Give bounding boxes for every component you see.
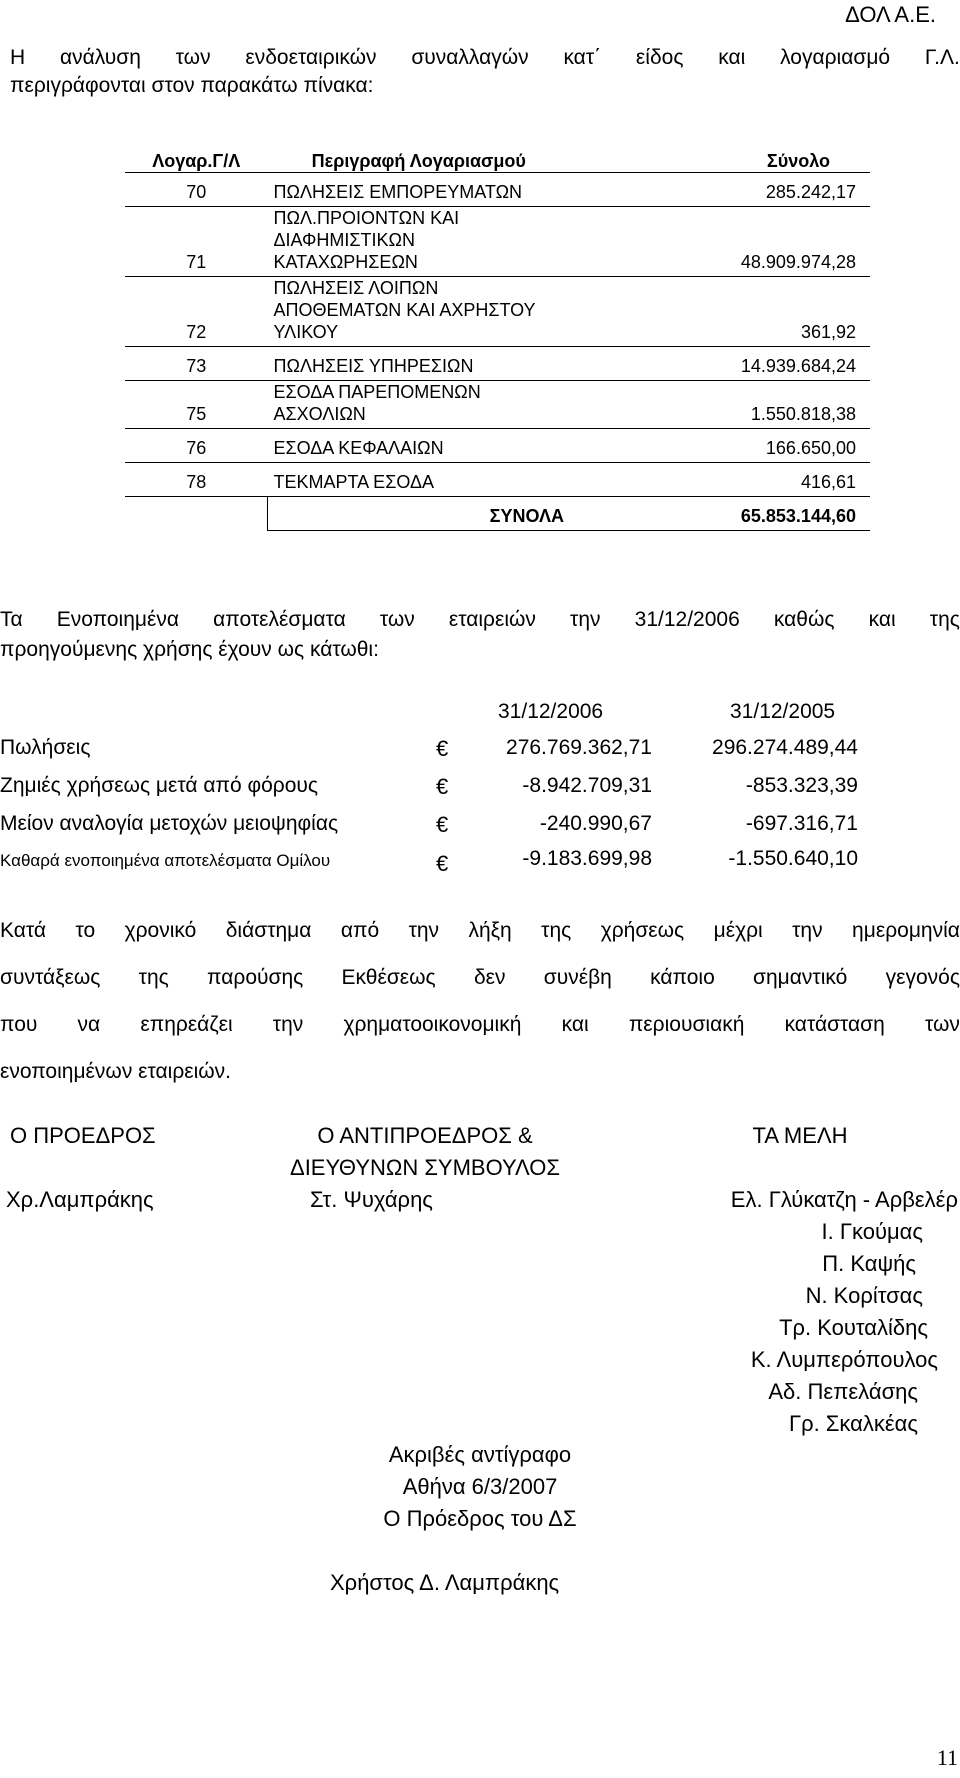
table-row: [125, 207, 870, 277]
table-row: [125, 173, 870, 207]
results-header: [0, 700, 960, 730]
president-name: Χρ.Λαμπράκης: [6, 1187, 154, 1212]
member-name: Ν. Κορίτσας: [805, 1283, 923, 1308]
members-title: ΤΑ ΜΕΛΗ: [752, 1123, 848, 1148]
vice-title-line-1: Ο ΑΝΤΙΠΡΟΕΔΡΟΣ &: [317, 1123, 533, 1148]
intro-word: συναλλαγών: [411, 46, 529, 69]
results-label: Ζημιές χρήσεως μετά από φόρους: [0, 774, 319, 797]
column-header-code: Λογαρ.Γ/Λ: [125, 142, 268, 173]
member-name: Κ. Λυμπερόπουλος: [750, 1347, 938, 1372]
vice-president-title: [230, 1120, 620, 1184]
events-word: την: [408, 919, 440, 942]
totals-label: ΣΥΝΟΛΑ: [268, 497, 571, 531]
results-intro-word: των: [379, 608, 415, 631]
account-total: 48.909.974,28: [570, 207, 870, 277]
results-value-2006: 276.769.362,71: [506, 736, 652, 759]
events-word: που: [0, 1013, 38, 1036]
results-value-2005: -1.550.640,10: [728, 847, 858, 870]
account-description: ΤΕΚΜΑΡΤΑ ΕΣΟΔΑ: [268, 463, 571, 497]
events-word: την: [272, 1013, 304, 1036]
events-word: χρήσεως: [600, 919, 685, 942]
results-label: Μείον αναλογία μετοχών μειοψηφίας: [0, 812, 339, 835]
account-total: 361,92: [570, 277, 870, 347]
events-word: χρονικό: [124, 919, 197, 942]
events-word: επηρεάζει: [140, 1013, 233, 1036]
account-code: 72: [125, 277, 268, 347]
table-header-row: [125, 142, 870, 173]
intro-word: Η: [10, 46, 26, 69]
accounts-table: [125, 142, 870, 531]
page-number: 11: [936, 1745, 958, 1770]
president-title: Ο ΠΡΟΕΔΡΟΣ: [10, 1123, 156, 1148]
results-intro-word: 31/12/2006: [634, 608, 740, 631]
intro-word: λογαριασμό: [780, 46, 891, 69]
table-row: [125, 463, 870, 497]
certification-line-2: Αθήνα 6/3/2007: [402, 1474, 558, 1499]
results-column-2005: 31/12/2005: [730, 700, 836, 723]
events-line-3: [0, 1001, 960, 1048]
intro-word: ανάλυση: [59, 46, 141, 69]
intro-word: των: [175, 46, 211, 69]
intro-word: ενδοεταιρικών: [245, 46, 377, 69]
account-total: 1.550.818,38: [570, 381, 870, 429]
account-description: ΠΩΛ.ΠΡΟΙΟΝΤΩΝ ΚΑΙ ΔΙΑΦΗΜΙΣΤΙΚΩΝ ΚΑΤΑΧΩΡΗΣΕΩΝ: [268, 207, 571, 277]
member-name: Γρ. Σκαλκέας: [788, 1411, 918, 1436]
certification-block: [280, 1439, 680, 1535]
account-total: 285.242,17: [570, 173, 870, 207]
account-description: ΠΩΛΗΣΕΙΣ ΕΜΠΟΡΕΥΜΑΤΩΝ: [268, 173, 571, 207]
intro-paragraph: [10, 44, 960, 100]
account-code: 75: [125, 381, 268, 429]
events-word: κάποιο: [650, 966, 715, 989]
results-intro-word: την: [570, 608, 601, 631]
certification-line-3: Ο Πρόεδρος του ΔΣ: [383, 1506, 577, 1531]
intro-line-2: περιγράφονται στον παρακάτω πίνακα:: [10, 74, 374, 97]
events-word: παρούσης: [207, 966, 304, 989]
events-word: των: [925, 1013, 960, 1036]
account-total: 416,61: [570, 463, 870, 497]
euro-icon: €: [436, 774, 449, 799]
results-value-2006: -240.990,67: [539, 812, 652, 835]
events-word: το: [75, 919, 96, 942]
events-word: σημαντικό: [753, 966, 848, 989]
certification-signer: Χρήστος Δ. Λαμπράκης: [330, 1570, 560, 1595]
events-word: συντάξεως: [0, 966, 101, 989]
events-line-2: [0, 954, 960, 1001]
events-word: λήξη: [468, 919, 512, 942]
intro-line-1: [10, 44, 960, 72]
events-word: περιουσιακή: [628, 1013, 745, 1036]
results-intro-line-1: [0, 605, 960, 635]
events-word: κατάσταση: [784, 1013, 885, 1036]
events-line-1: [0, 907, 960, 954]
events-word: να: [77, 1013, 101, 1036]
results-value-2006: -8.942.709,31: [522, 774, 652, 797]
results-value-2006: -9.183.699,98: [522, 847, 652, 870]
member-name: Ελ. Γλύκατζη - Αρβελέρ: [730, 1187, 958, 1212]
account-code: 70: [125, 173, 268, 207]
euro-icon: €: [436, 736, 449, 761]
results-label: Πωλήσεις: [0, 736, 91, 759]
results-column-2006: 31/12/2006: [498, 700, 604, 723]
totals-blank: [125, 497, 268, 531]
certification-line-1: Ακριβές αντίγραφο: [388, 1442, 572, 1467]
events-word: και: [561, 1013, 589, 1036]
vice-president-name: Στ. Ψυχάρης: [310, 1187, 433, 1212]
results-row: [0, 774, 960, 806]
events-word: χρηματοοικονομική: [343, 1013, 522, 1036]
results-row: [0, 847, 960, 879]
table-row: [125, 347, 870, 381]
events-word: μέχρι: [713, 919, 763, 942]
events-word: Εκθέσεως: [341, 966, 436, 989]
table-row: [125, 381, 870, 429]
account-description: ΕΣΟΔΑ ΠΑΡΕΠΟΜΕΝΩΝ ΑΣΧΟΛΙΩΝ: [268, 381, 571, 429]
member-name: Τρ. Κουταλίδης: [779, 1315, 928, 1340]
results-intro-word: και: [868, 608, 896, 631]
table-row: [125, 277, 870, 347]
events-word: από: [340, 919, 380, 942]
account-total: 166.650,00: [570, 429, 870, 463]
events-word: γεγονός: [885, 966, 960, 989]
account-description: ΠΩΛΗΣΕΙΣ ΛΟΙΠΩΝ ΑΠΟΘΕΜΑΤΩΝ ΚΑΙ ΑΧΡΗΣΤΟΥ ΥΛΙΚΟΥ: [268, 277, 571, 347]
events-word: ημερομηνία: [852, 919, 960, 942]
intro-word: είδος: [635, 46, 684, 69]
subsequent-events-paragraph: [0, 907, 960, 1095]
vice-title-line-2: ΔΙΕΥΘΥΝΩΝ ΣΥΜΒΟΥΛΟΣ: [290, 1155, 560, 1180]
company-header: ΔΟΛ Α.Ε.: [845, 2, 936, 27]
events-word: την: [792, 919, 823, 942]
events-word: δεν: [473, 966, 506, 989]
results-row: [0, 736, 960, 768]
account-code: 71: [125, 207, 268, 277]
results-label: Καθαρά ενοποιημένα αποτελέσματα Ομίλου: [0, 851, 331, 870]
results-intro-line-2: προηγούμενης χρήσης έχουν ως κάτωθι:: [0, 638, 379, 661]
intro-word: κατ΄: [563, 46, 602, 69]
account-code: 78: [125, 463, 268, 497]
account-description: ΕΣΟΔΑ ΚΕΦΑΛΑΙΩΝ: [268, 429, 571, 463]
account-code: 73: [125, 347, 268, 381]
events-line-4: ενοποιημένων εταιρειών.: [0, 1060, 232, 1083]
results-intro-word: Τα: [0, 608, 23, 631]
results-row: [0, 812, 960, 844]
results-intro-word: αποτελέσματα: [213, 608, 346, 631]
results-intro-word: καθώς: [773, 608, 835, 631]
events-word: της: [138, 966, 169, 989]
account-code: 76: [125, 429, 268, 463]
members-list: [731, 1184, 958, 1440]
events-word: Κατά: [0, 919, 47, 942]
results-value-2005: 296.274.489,44: [712, 736, 858, 759]
member-name: Αδ. Πεπελάσης: [768, 1379, 918, 1404]
events-word: διάστημα: [225, 919, 312, 942]
account-total: 14.939.684,24: [570, 347, 870, 381]
member-name: Ι. Γκούμας: [821, 1219, 923, 1244]
results-intro-word: εταιρειών: [448, 608, 536, 631]
intro-word: Γ.Λ.: [924, 46, 960, 69]
intro-word: και: [718, 46, 746, 69]
results-intro-word: Ενοποιημένα: [56, 608, 180, 631]
account-description: ΠΩΛΗΣΕΙΣ ΥΠΗΡΕΣΙΩΝ: [268, 347, 571, 381]
column-header-description: Περιγραφή Λογαριασμού: [268, 142, 571, 173]
table-totals-row: [125, 497, 870, 531]
euro-icon: €: [436, 851, 449, 876]
results-intro-paragraph: [0, 605, 960, 665]
results-value-2005: -697.316,71: [745, 812, 858, 835]
results-value-2005: -853.323,39: [745, 774, 858, 797]
events-word: συνέβη: [543, 966, 612, 989]
totals-value: 65.853.144,60: [570, 497, 870, 531]
euro-icon: €: [436, 812, 449, 837]
results-intro-word: της: [929, 608, 960, 631]
member-name: Π. Καψής: [822, 1251, 916, 1276]
events-word: της: [541, 919, 572, 942]
table-row: [125, 429, 870, 463]
column-header-total: Σύνολο: [570, 142, 870, 173]
